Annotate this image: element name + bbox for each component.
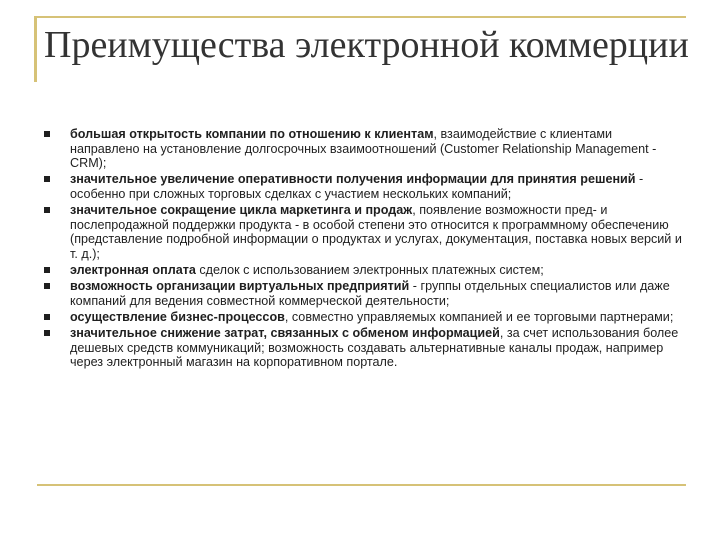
bullet-lead: значительное увеличение оперативности получения информации для принятия решений bbox=[70, 172, 636, 187]
bullet-item bbox=[44, 203, 684, 261]
square-bullet-icon bbox=[44, 176, 50, 182]
bullet-lead: большая открытость компании по отношению к клиентам bbox=[70, 127, 434, 141]
bullet-text: , совместно управляемых компанией и ее торговыми партнерами; bbox=[284, 310, 674, 325]
bullet-text: , взаимодействие с клиентами направлено на установление долгосрочных взаимоотношений (Customer Relationship Management - CRM); bbox=[70, 127, 657, 171]
square-bullet-icon bbox=[44, 330, 50, 336]
bullet-item bbox=[44, 279, 684, 308]
square-bullet-icon bbox=[44, 314, 50, 320]
bullet-lead: значительное снижение затрат, связанных с обменом информацией bbox=[70, 326, 500, 341]
bullet-lead: значительное сокращение цикла маркетинга и продаж bbox=[70, 203, 413, 218]
bullet-item bbox=[44, 127, 684, 171]
bullet-text: - группы отдельных специалистов или даже компаний для ведения совместной коммерческой деятельности; bbox=[70, 279, 670, 308]
bullet-item bbox=[44, 263, 684, 278]
frame-accent-top bbox=[34, 16, 686, 18]
bullet-lead: осуществление бизнес-процессов bbox=[70, 310, 285, 325]
square-bullet-icon bbox=[44, 207, 50, 213]
bullet-text: , появление возможности пред- и послепродажной поддержки продукта - в особой степени это относится к программному обеспечению (представление подробной информации о продуктах и услугах, документация, поставка новых версий и т. д.); bbox=[70, 203, 682, 261]
square-bullet-icon bbox=[44, 283, 50, 289]
frame-accent-left bbox=[34, 16, 37, 82]
bullet-lead: возможность организации виртуальных предприятий bbox=[70, 279, 410, 294]
bullet-lead: электронная оплата bbox=[70, 263, 196, 278]
bullet-list bbox=[44, 127, 684, 372]
square-bullet-icon bbox=[44, 131, 50, 137]
bullet-item bbox=[44, 326, 684, 370]
bullet-item bbox=[44, 172, 684, 201]
slide-title: Преимущества электронной коммерции bbox=[44, 24, 689, 66]
square-bullet-icon bbox=[44, 267, 50, 273]
bullet-text: - особенно при сложных торговых сделках с участием нескольких компаний; bbox=[70, 172, 644, 201]
bullet-text: , за счет использования более дешевых средств коммуникаций; возможность создавать альтернативные каналы продаж, например через электронный магазин на корпоративном портале. bbox=[70, 326, 679, 370]
bottom-divider bbox=[37, 484, 686, 486]
bullet-item bbox=[44, 310, 684, 325]
bullet-text: сделок с использованием электронных платежных систем; bbox=[195, 263, 544, 278]
